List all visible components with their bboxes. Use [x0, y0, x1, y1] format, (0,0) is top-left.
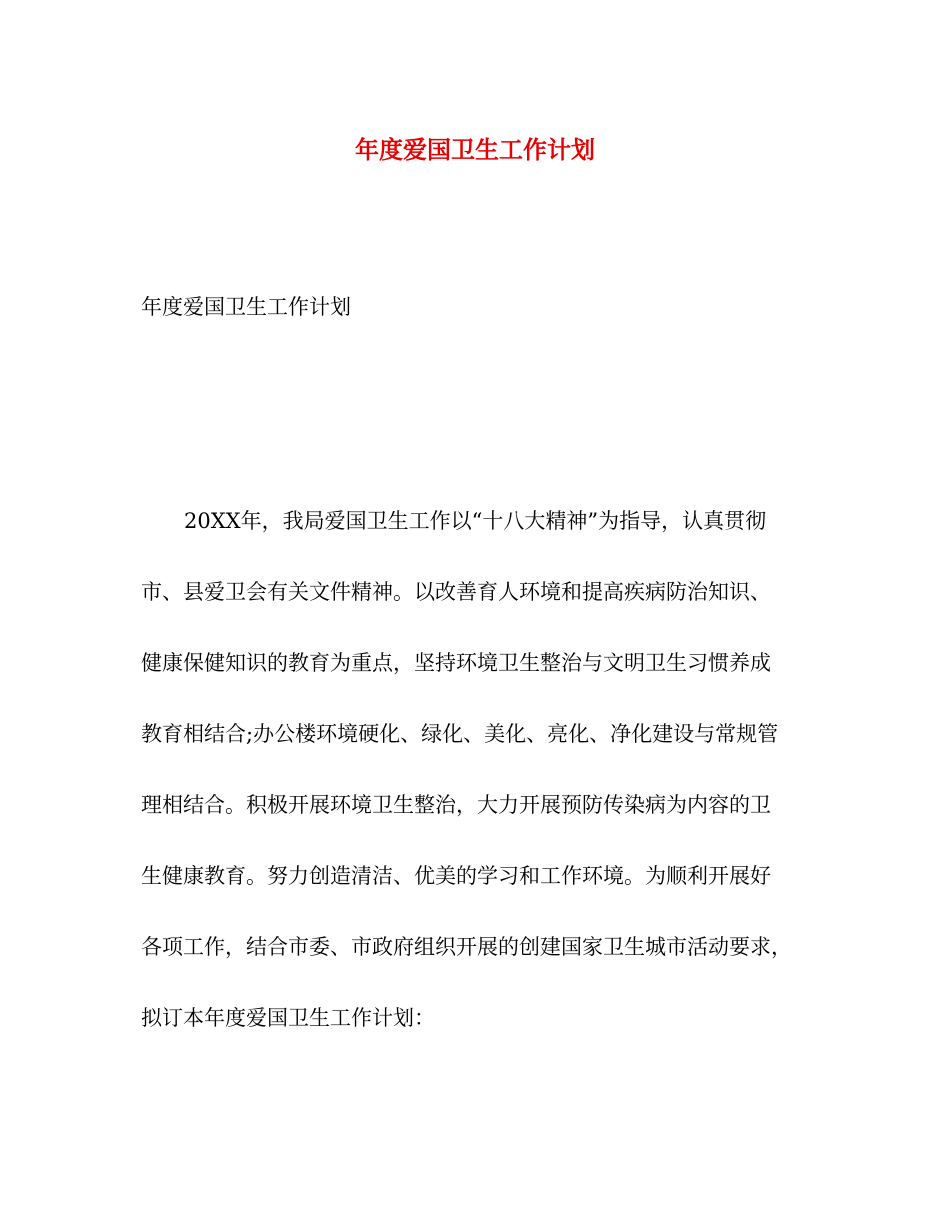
paragraph-line: 理相结合。积极开展环境卫生整治，大力开展预防传染病为内容的卫 [141, 793, 771, 817]
paragraph-line: 拟订本年度爱国卫生工作计划： [141, 1006, 435, 1030]
document-title: 年度爱国卫生工作计划 [355, 135, 595, 164]
paragraph-line: 各项工作，结合市委、市政府组织开展的创建国家卫生城市活动要求， [141, 935, 792, 959]
paragraph-line: 20XX年，我局爱国卫生工作以“十八大精神”为指导，认真贯彻 [184, 509, 767, 533]
document-subtitle: 年度爱国卫生工作计划 [141, 295, 351, 319]
paragraph-line: 市、县爱卫会有关文件精神。以改善育人环境和提高疾病防治知识、 [141, 580, 771, 604]
paragraph-line: 教育相结合;办公楼环境硬化、绿化、美化、亮化、净化建设与常规管 [141, 722, 779, 746]
paragraph-line: 健康保健知识的教育为重点，坚持环境卫生整治与文明卫生习惯养成 [141, 651, 771, 675]
body-paragraph [141, 506, 811, 1074]
paragraph-line: 生健康教育。努力创造清洁、优美的学习和工作环境。为顺利开展好 [141, 864, 771, 888]
